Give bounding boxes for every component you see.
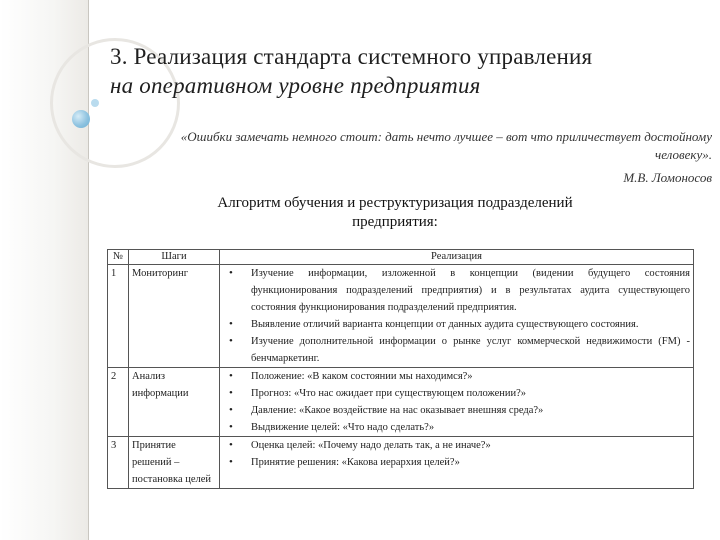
- section-heading-line-1: Алгоритм обучения и реструктуризация подразделений: [217, 195, 573, 211]
- algorithm-table: [107, 249, 694, 489]
- row-step: Принятие решений – постановка целей: [129, 437, 220, 489]
- epigraph-quote: «Ошибки замечать немного стоит: дать нечто лучшее – вот что приличествует достойному человеку».: [180, 129, 712, 162]
- table-row: [108, 437, 694, 489]
- header-num: №: [108, 250, 129, 265]
- slide-title: [110, 42, 710, 100]
- decorative-dot-large: [72, 110, 90, 128]
- list-item: • Изучение информации, изложенной в концепции (видении будущего состояния функционирования подразделений предприятия) и в результатах аудита существующего состояния функционирования подразделений предприятия.: [223, 265, 690, 316]
- decorative-dot-small: [91, 99, 99, 107]
- row-step: Анализ информации: [129, 368, 220, 437]
- slide-title-line-1: 3. Реализация стандарта системного управления: [110, 44, 593, 69]
- table-header-row: [108, 250, 694, 265]
- list-item: • Выдвижение целей: «Что надо сделать?»: [223, 419, 690, 436]
- table-row: [108, 368, 694, 437]
- epigraph-author: М.В. Ломоносов: [623, 170, 712, 185]
- section-heading-line-2: предприятия:: [352, 214, 438, 230]
- row-num: 1: [108, 265, 129, 368]
- header-steps: Шаги: [129, 250, 220, 265]
- row-implementation: [220, 265, 694, 368]
- list-item: • Положение: «В каком состоянии мы находимся?»: [223, 368, 690, 385]
- list-item: • Принятие решения: «Какова иерархия целей?»: [223, 454, 690, 471]
- list-item: • Оценка целей: «Почему надо делать так, а не иначе?»: [223, 437, 690, 454]
- section-heading: [180, 194, 610, 232]
- row-num: 2: [108, 368, 129, 437]
- slide-title-line-2: на оперативном уровне предприятия: [110, 73, 481, 98]
- row-implementation: [220, 437, 694, 489]
- row-implementation: [220, 368, 694, 437]
- header-implementation: Реализация: [220, 250, 694, 265]
- row-num: 3: [108, 437, 129, 489]
- list-item: • Выявление отличий варианта концепции от данных аудита существующего состояния.: [223, 316, 690, 333]
- row-step: Мониторинг: [129, 265, 220, 368]
- list-item: • Прогноз: «Что нас ожидает при существующем положении?»: [223, 385, 690, 402]
- list-item: • Изучение дополнительной информации о рынке услуг коммерческой недвижимости (FM) - бенчмаркетинг.: [223, 333, 690, 367]
- table-row: [108, 265, 694, 368]
- list-item: • Давление: «Какое воздействие на нас оказывает внешняя среда?»: [223, 402, 690, 419]
